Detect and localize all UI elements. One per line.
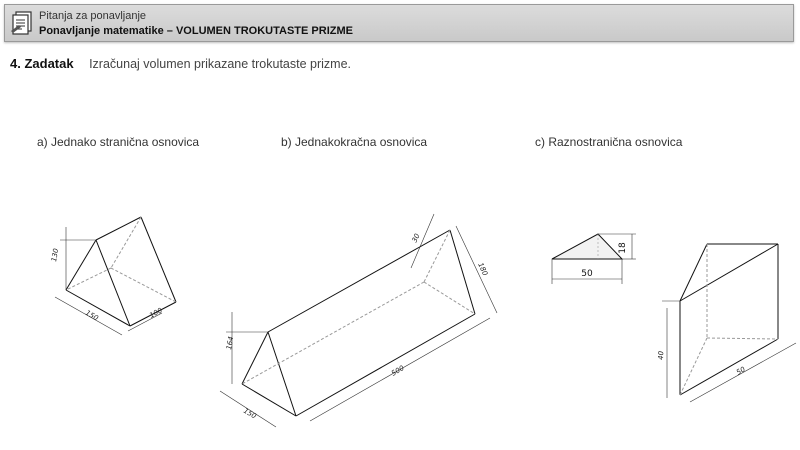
prism-b-top-b-label: 180 xyxy=(476,261,490,277)
case-c-label: c) Raznostranična osnovica xyxy=(535,135,683,149)
triangle-c-drawing xyxy=(552,234,636,284)
prism-c-base-label: 50 xyxy=(735,365,747,377)
prism-b-top-a-label: 30 xyxy=(410,232,422,244)
task-number: 4. Zadatak xyxy=(10,56,74,71)
prism-a-length-label: 100 xyxy=(148,306,164,320)
header-title: Ponavljanje matematike – VOLUMEN TROKUTASTE PRIZME xyxy=(39,25,353,37)
triangle-c-base-label: 50 xyxy=(581,269,593,279)
prism-b-drawing xyxy=(220,214,497,427)
triangle-c-height-label: 18 xyxy=(618,242,628,254)
prism-b-height-label: 164 xyxy=(225,335,236,351)
case-a-label: a) Jednako stranična osnovica xyxy=(37,135,200,149)
prism-c-drawing xyxy=(662,244,796,402)
case-b-label: b) Jednakokračna osnovica xyxy=(281,135,428,149)
prism-b-base-label: 150 xyxy=(242,406,258,421)
prism-c-height-label: 40 xyxy=(657,350,666,361)
header-subtitle: Pitanja za ponavljanje xyxy=(39,10,147,22)
prism-a-side-label: 150 xyxy=(84,308,100,323)
prism-a-drawing xyxy=(55,217,176,335)
task-text: Izračunaj volumen prikazane trokutaste prizme. xyxy=(89,57,352,71)
prism-a-height-label: 130 xyxy=(50,247,61,263)
prism-b-length-label: 500 xyxy=(390,364,406,378)
